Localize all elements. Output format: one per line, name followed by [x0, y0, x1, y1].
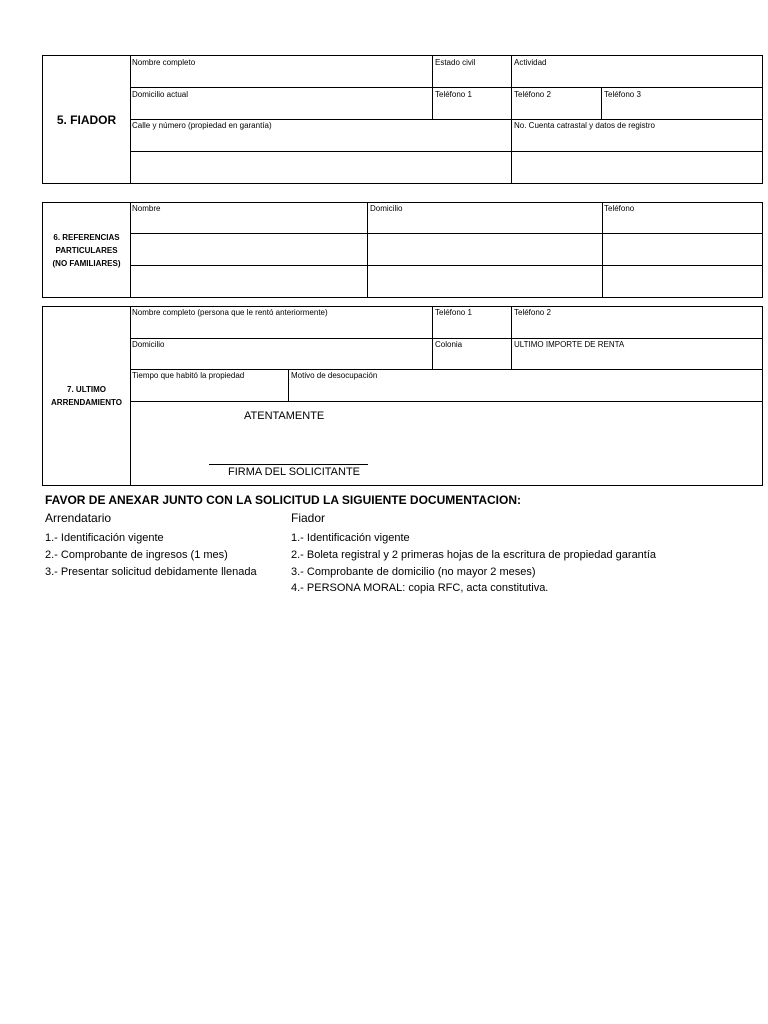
arrendamiento-title	[43, 307, 130, 485]
divider	[511, 306, 512, 369]
fiador-title: 5. FIADOR	[56, 112, 117, 127]
fiador-actividad-field[interactable]: Actividad	[514, 58, 547, 67]
divider	[288, 369, 289, 401]
arrendamiento-domicilio-field[interactable]: Domicilio	[132, 340, 165, 349]
referencias-title	[43, 203, 130, 297]
divider	[130, 401, 763, 402]
arrendamiento-section	[42, 306, 763, 486]
divider	[130, 202, 131, 298]
divider	[130, 306, 131, 486]
firma-solicitante-label: FIRMA DEL SOLICITANTE	[228, 466, 361, 478]
fiador-doc-item: 4.- PERSONA MORAL: copia RFC, acta constitutiva.	[291, 582, 549, 594]
documentacion-heading: FAVOR DE ANEXAR JUNTO CON LA SOLICITUD LA SIGUIENTE DOCUMENTACION:	[45, 493, 522, 507]
fiador-doc-item: 3.- Comprobante de domicilio (no mayor 2 meses)	[291, 566, 536, 578]
arrendatario-item: 3.- Presentar solicitud debidamente llenada	[45, 566, 257, 578]
arrendamiento-title-line: ARRENDAMIENTO	[51, 398, 122, 407]
divider	[432, 306, 433, 369]
arrendamiento-colonia-field[interactable]: Colonia	[435, 340, 463, 349]
fiador-telefono2-field[interactable]: Teléfono 2	[514, 90, 551, 99]
divider	[130, 265, 763, 266]
fiador-nombre-completo-field[interactable]: Nombre completo	[132, 58, 196, 67]
arrendamiento-ultimo-importe-field[interactable]: ULTIMO IMPORTE DE RENTA	[514, 340, 625, 349]
fiador-doc-title: Fiador	[291, 511, 326, 525]
arrendamiento-motivo-field[interactable]: Motivo de desocupación	[291, 371, 378, 380]
referencias-title-line: 6. REFERENCIAS	[53, 232, 120, 242]
fiador-telefono3-field[interactable]: Teléfono 3	[604, 90, 641, 99]
divider	[601, 87, 602, 119]
divider	[130, 338, 763, 339]
divider	[130, 87, 763, 88]
fiador-calle-numero-field[interactable]: Calle y número (propiedad en garantía)	[132, 121, 272, 130]
arrendamiento-nombre-field[interactable]: Nombre completo (persona que le rentó anteriormente)	[132, 308, 328, 317]
fiador-cuenta-catastral-field[interactable]: No. Cuenta catrastal y datos de registro	[514, 121, 655, 130]
divider	[432, 55, 433, 119]
referencias-nombre-field[interactable]: Nombre	[132, 204, 161, 213]
arrendatario-title: Arrendatario	[45, 511, 112, 525]
divider	[130, 233, 763, 234]
divider	[511, 55, 512, 184]
fiador-estado-civil-field[interactable]: Estado civil	[435, 58, 476, 67]
arrendatario-item: 2.- Comprobante de ingresos (1 mes)	[45, 549, 228, 561]
referencias-section	[42, 202, 763, 298]
fiador-telefono1-field[interactable]: Teléfono 1	[435, 90, 472, 99]
arrendamiento-telefono2-field[interactable]: Teléfono 2	[514, 308, 551, 317]
arrendamiento-tiempo-field[interactable]: Tiempo que habitó la propiedad	[132, 371, 245, 380]
arrendamiento-title-line: 7. ULTIMO	[67, 385, 106, 394]
fiador-doc-item: 1.- Identificación vigente	[291, 532, 410, 544]
divider	[130, 119, 763, 120]
divider	[130, 151, 763, 152]
referencias-title-line: PARTICULARES	[55, 245, 118, 255]
arrendatario-item: 1.- Identificación vigente	[45, 532, 164, 544]
divider	[130, 369, 763, 370]
arrendamiento-telefono1-field[interactable]: Teléfono 1	[435, 308, 472, 317]
referencias-telefono-field[interactable]: Teléfono	[604, 204, 635, 213]
divider	[367, 202, 368, 298]
fiador-domicilio-actual-field[interactable]: Domicilio actual	[132, 90, 189, 99]
divider	[602, 202, 603, 298]
atentamente-label: ATENTAMENTE	[244, 410, 325, 422]
referencias-domicilio-field[interactable]: Domicilio	[370, 204, 403, 213]
fiador-doc-item: 2.- Boleta registral y 2 primeras hojas de la escritura de propiedad garantía	[291, 549, 657, 561]
referencias-title-line: (NO FAMILIARES)	[52, 258, 121, 268]
signature-line[interactable]	[209, 464, 368, 465]
